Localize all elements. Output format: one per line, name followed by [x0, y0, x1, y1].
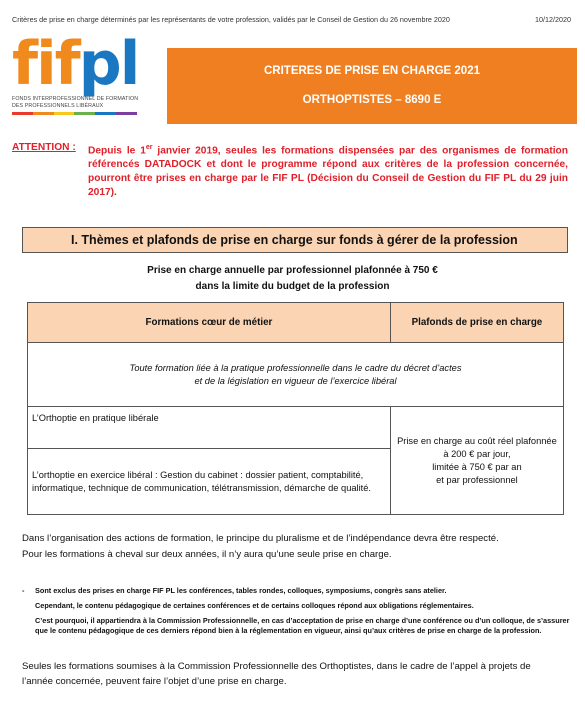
col2-header: Plafonds de prise en charge — [390, 303, 563, 343]
title-banner — [167, 48, 577, 124]
bullet-commission: C’est pourquoi, il appartiendra à la Commission Professionnelle, en cas d’acceptation de prise en charge d’une conférence ou d’un colloque, de s’assurer que le contenu pédagogique de ces derniers répond bien à la réglementation en vigueur, ainsi qu’aux critères de prise en charge de la profession. — [35, 616, 570, 635]
bullet-exclus: Sont exclus des prises en charge FIF PL les conférences, tables rondes, colloques, symposiums, congrès sans atelier. — [35, 586, 447, 595]
paragraph-cheval: Pour les formations à cheval sur deux années, il n’y aura qu’une seule prise en charge. — [22, 549, 392, 560]
header-text: Critères de prise en charge déterminés par les représentants de votre profession, validés par le Conseil de Gestion du 26 novembre 2020 — [12, 15, 450, 24]
banner-subtitle: ORTHOPTISTES – 8690 E — [302, 94, 442, 106]
criteria-table — [27, 302, 564, 515]
section-title: I. Thèmes et plafonds de prise en charge sur fonds à gérer de la profession — [22, 227, 568, 253]
fifpl-logo — [12, 29, 162, 134]
attention-text: Depuis le 1er janvier 2019, seules les formations dispensées par des organismes de formation référencés DATADOCK et dont le programme répond aux critères de la profession concernée, pourront être prises en charge par le FIF PL (Décision du Conseil de Gestion du FIF PL du 29 juin 2017). — [88, 144, 568, 199]
bullet-dash: - — [22, 586, 25, 595]
logo-color-bar — [12, 112, 137, 115]
table-intro: Toute formation liée à la pratique professionnelle dans le cadre du décret d’actes et de la législation en vigueur de l’exercice libéral — [28, 343, 564, 407]
section-subtitle-2: dans la limite du budget de la profession — [195, 281, 390, 292]
logo-subtitle: FONDS INTERPROFESSIONNEL DE FORMATION DES PROFESSIONNELS LIBÉRAUX — [12, 96, 139, 109]
logo-wordmark: fifpl — [12, 29, 139, 99]
table-row-orthoptie-exercice: L’orthoptie en exercice libéral : Gestion du cabinet : dossier patient, comptabilité, informatique, technique de communication, télétransmission, démarche de qualité. — [28, 449, 391, 515]
paragraph-pluralisme: Dans l’organisation des actions de formation, le principe du pluralisme et de l’indépendance devra être respecté. — [22, 533, 499, 544]
col1-header: Formations cœur de métier — [28, 303, 391, 343]
banner-title: CRITERES DE PRISE EN CHARGE 2021 — [263, 65, 480, 77]
header-date: 10/12/2020 — [535, 15, 571, 24]
footer-paragraph: Seules les formations soumises à la Commission Professionnelle des Orthoptistes, dans le cadre de l’appel à projets de l’année concernée, peuvent faire l’objet d’une prise en charge. — [22, 661, 531, 687]
table-row-orthoptie-pratique: L’Orthoptie en pratique libérale — [28, 407, 391, 449]
exclusion-notes — [22, 586, 570, 641]
plafond-cell: Prise en charge au coût réel plafonnée à 200 € par jour, limitée à 750 € par an et par professionnel — [390, 407, 563, 515]
bullet-cependant: Cependant, le contenu pédagogique de certaines conférences et de certains colloques répond aux obligations réglementaires. — [35, 601, 474, 610]
section-subtitle-1: Prise en charge annuelle par professionnel plafonnée à 750 € — [147, 265, 438, 276]
attention-notice — [8, 141, 568, 200]
attention-label: ATTENTION : — [12, 142, 76, 153]
